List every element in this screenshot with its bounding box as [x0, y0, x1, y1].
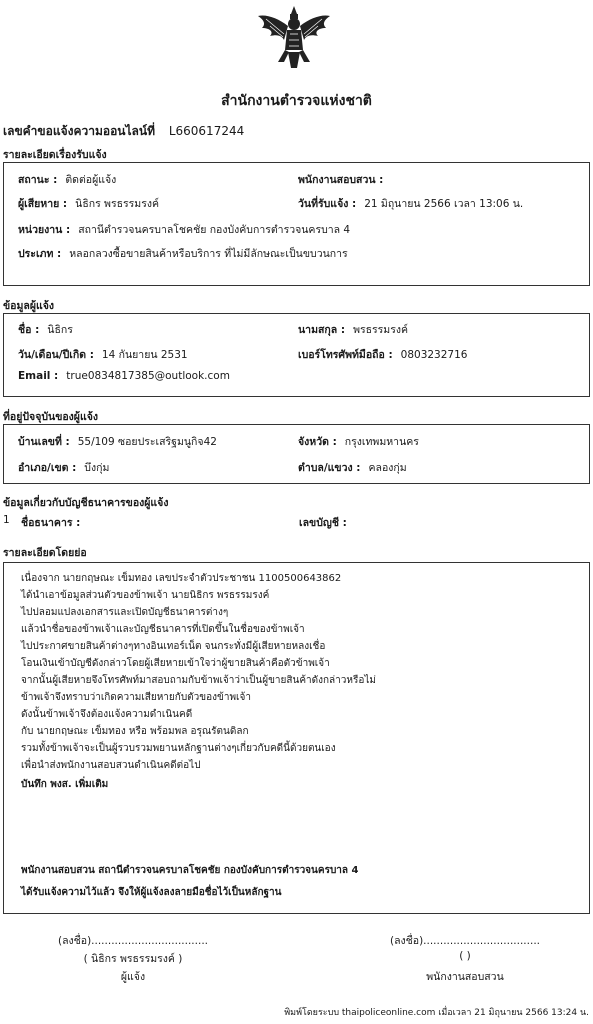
- summary-line: รวมทั้งข้าพเจ้าจะเป็นผู้รวบรวมพยานหลักฐานต่างๆเกี่ยวกับคดีนี้ด้วยตนเอง: [21, 743, 336, 754]
- summary-line: ข้าพเจ้าจึงทราบว่าเกิดความเสียหายกับตัวของข้าพเจ้า: [21, 692, 251, 703]
- account-number-label: เลขบัญชี :: [299, 517, 347, 529]
- report-date-field: [298, 195, 523, 212]
- province-field: [298, 433, 419, 450]
- case-type-value: หลอกลวงซื้อขายสินค้าหรือบริการ ที่ไม่มีลักษณะเป็นขบวนการ: [69, 248, 348, 260]
- bank-name-label: ชื่อธนาคาร :: [21, 517, 81, 529]
- dob-label: วัน/เดือน/ปีเกิด :: [18, 349, 94, 361]
- summary-line: ดังนั้นข้าพเจ้าจึงต้องแจ้งความดำเนินคดี: [21, 709, 193, 720]
- summary-line: เพื่อนำส่งพนักงานสอบสวนดำเนินคดีต่อไป: [21, 760, 201, 771]
- case-section-title: รายละเอียดเรื่องรับแจ้ง: [3, 149, 107, 161]
- phone-label: เบอร์โทรศัพท์มือถือ :: [298, 349, 393, 361]
- summary-section-title: รายละเอียดโดยย่อ: [3, 547, 87, 559]
- reference-label: เลขคำขอแจ้งความออนไลน์ที่: [3, 124, 155, 138]
- reporter-section-title: ข้อมูลผู้แจ้ง: [3, 300, 55, 312]
- summary-line: แล้วนำชื่อของข้าพเจ้าและบัญชีธนาคารที่เปิดขึ้นในชื่อของข้าพเจ้า: [21, 624, 305, 635]
- email-field: [18, 370, 230, 382]
- victim-value: นิธิกร พรธรรมรงค์: [75, 198, 160, 210]
- summary-line: จากนั้นผู้เสียหายจึงโทรศัพท์มาสอบถามกับข้าพเจ้าว่าเป็นผู้ขายสินค้าดังกล่าวหรือไม่: [21, 675, 377, 686]
- province-value: กรุงเทพมหานคร: [344, 436, 419, 448]
- reporter-printed-name: ( นิธิกร พรธรรมรงค์ ): [83, 953, 183, 965]
- reference-row: [3, 122, 244, 141]
- acknowledgement-line: ได้รับแจ้งความไว้แล้ว จึงให้ผู้แจ้งลงลายมือชื่อไว้เป็นหลักฐาน: [21, 887, 282, 898]
- investigator-role: พนักงานสอบสวน: [426, 971, 504, 983]
- garuda-emblem: [256, 4, 332, 72]
- address-box: [3, 424, 590, 484]
- unit-field: [18, 221, 350, 238]
- bank-section-title: ข้อมูลเกี่ยวกับบัญชีธนาคารของผู้แจ้ง: [3, 497, 169, 509]
- summary-line: ได้นำเอาข้อมูลส่วนตัวของข้าพเจ้า นายนิธิกร พรธรรมรงค์: [21, 590, 270, 601]
- email-value: true0834817385@outlook.com: [66, 370, 230, 382]
- unit-label: หน่วยงาน :: [18, 224, 71, 236]
- district-value: บึงกุ่ม: [84, 462, 110, 474]
- email-label: Email :: [18, 370, 59, 382]
- dob-field: [18, 346, 188, 363]
- summary-line: ไปปลอมแปลงเอกสารและเปิดบัญชีธนาคารต่างๆ: [21, 607, 229, 618]
- subdistrict-field: [298, 459, 407, 476]
- summary-line: เนื่องจาก นายกฤษณะ เข็มทอง เลขประจำตัวประชาชน 1100500643862: [21, 573, 342, 584]
- house-number-value: 55/109 ซอยประเสริฐมนูกิจ42: [77, 436, 217, 448]
- report-date-label: วันที่รับแจ้ง :: [298, 198, 357, 210]
- victim-field: [18, 195, 159, 212]
- surname-value: พรธรรมรงค์: [353, 324, 409, 336]
- reporter-signature-line: (ลงชื่อ)...................................: [57, 935, 208, 947]
- phone-value: 0803232716: [400, 349, 468, 361]
- house-number-label: บ้านเลขที่ :: [18, 436, 70, 448]
- investigator-field: [298, 171, 391, 188]
- phone-field: [298, 346, 467, 363]
- surname-label: นามสกุล :: [298, 324, 346, 336]
- address-section-title: ที่อยู่ปัจจุบันของผู้แจ้ง: [3, 411, 99, 423]
- reporter-role: ผู้แจ้ง: [120, 971, 146, 983]
- reference-number: L660617244: [168, 124, 245, 138]
- name-label: ชื่อ :: [18, 324, 40, 336]
- province-label: จังหวัด :: [298, 436, 337, 448]
- report-date-value: 21 มิถุนายน 2566 เวลา 13:06 น.: [364, 198, 524, 210]
- status-label: สถานะ :: [18, 174, 58, 186]
- case-details-box: [3, 162, 590, 286]
- bank-row: [3, 512, 590, 530]
- summary-line: ไปประกาศขายสินค้าต่างๆทางอินเทอร์เน็ต จนกระทั่งมีผู้เสียหายหลงเชื่อ: [21, 641, 326, 652]
- victim-label: ผู้เสียหาย :: [18, 198, 68, 210]
- subdistrict-label: ตำบล/แขวง :: [298, 462, 361, 474]
- investigator-signature-line: (ลงชื่อ)...................................: [389, 935, 540, 947]
- status-field: [18, 171, 116, 188]
- name-value: นิธิกร: [47, 324, 73, 336]
- district-field: [18, 459, 109, 476]
- dob-value: 14 กันยายน 2531: [101, 349, 188, 361]
- summary-line: กับ นายกฤษณะ เข็มทอง หรือ พร้อมพล อรุณรัตนดิลก: [21, 726, 249, 737]
- district-label: อำเภอ/เขต :: [18, 462, 77, 474]
- bank-name-field: [21, 514, 88, 531]
- bank-row-index: 1: [3, 514, 10, 526]
- agency-title: สำนักงานตำรวจแห่งชาติ: [221, 93, 372, 109]
- reporter-box: [3, 313, 590, 397]
- investigator-printed-name: ( ): [459, 950, 471, 962]
- status-value: ติดต่อผู้แจ้ง: [65, 174, 117, 186]
- case-type-field: [18, 245, 348, 262]
- surname-field: [298, 321, 408, 338]
- unit-value: สถานีตำรวจนครบาลโชคชัย กองบังคับการตำรวจนครบาล 4: [78, 224, 351, 236]
- officer-note-title: บันทึก พงส. เพิ่มเติม: [21, 779, 109, 790]
- summary-line: โอนเงินเข้าบัญชีดังกล่าวโดยผู้เสียหายเข้าใจว่าผู้ขายสินค้าคือตัวข้าพเจ้า: [21, 658, 330, 669]
- officer-unit-line: พนักงานสอบสวน สถานีตำรวจนครบาลโชคชัย กองบังคับการตำรวจนครบาล 4: [21, 865, 359, 876]
- investigator-label: พนักงานสอบสวน :: [298, 174, 384, 186]
- case-type-label: ประเภท :: [18, 248, 62, 260]
- print-footer: พิมพ์โดยระบบ thaipoliceonline.com เมื่อเวลา 21 มิถุนายน 2566 13:24 น.: [284, 1008, 589, 1018]
- account-number-field: [299, 514, 355, 531]
- house-number-field: [18, 433, 217, 450]
- summary-box: [3, 562, 590, 914]
- name-field: [18, 321, 73, 338]
- subdistrict-value: คลองกุ่ม: [368, 462, 407, 474]
